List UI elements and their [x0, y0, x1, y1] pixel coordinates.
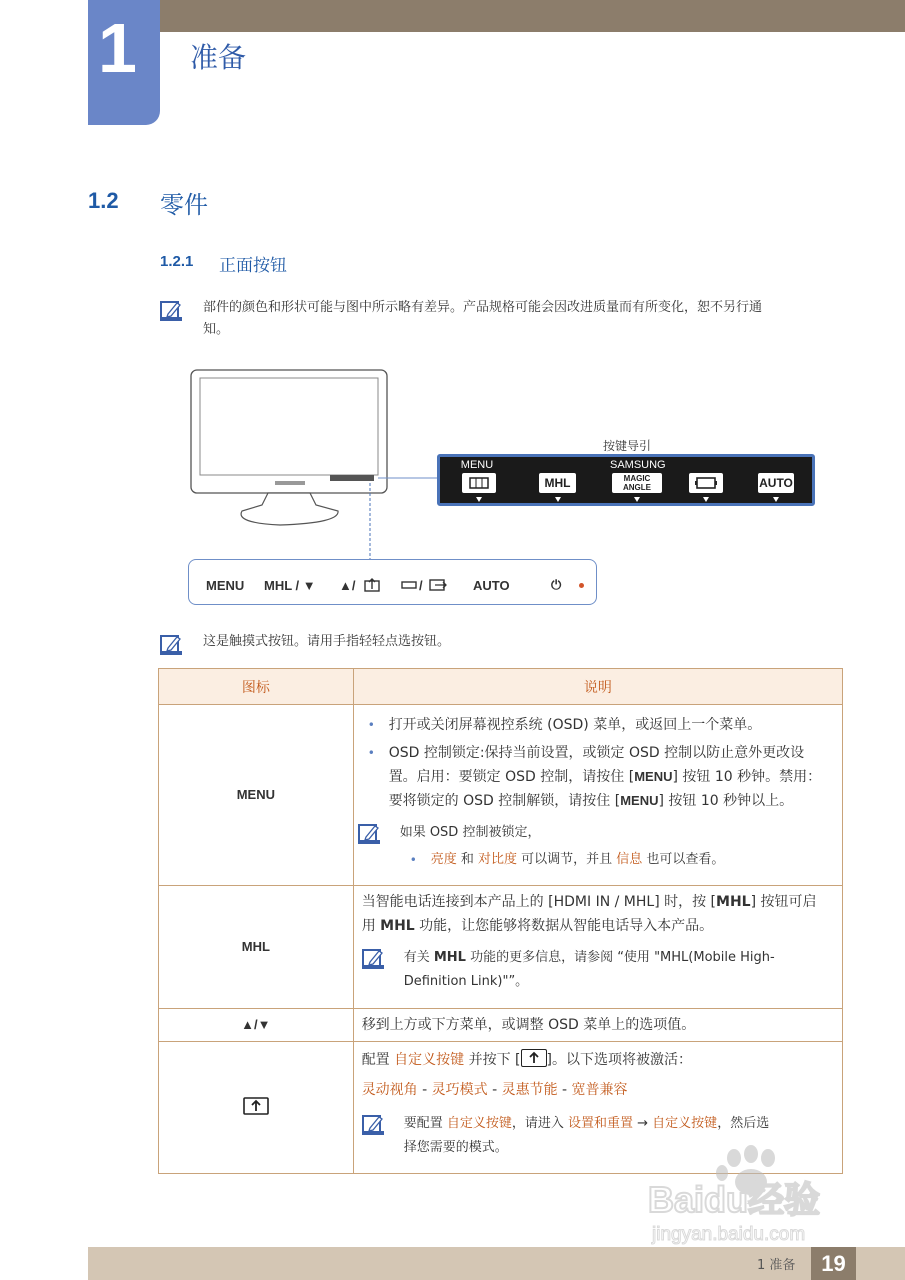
- note-icon: [160, 299, 182, 321]
- custom-note: 要配置 自定义按键，请进入 设置和重置 → 自定义按键，然后选 择您需要的模式。: [362, 1112, 832, 1160]
- table-header-row: [159, 669, 843, 705]
- table-row: [159, 886, 843, 1009]
- strip-auto: AUTO: [473, 578, 510, 593]
- guide-auto-arrow-icon: [773, 497, 779, 502]
- guide-samsung-label: SAMSUNG: [610, 459, 666, 471]
- table-row: [159, 1009, 843, 1042]
- desc-cell: 配置 自定义按键 并按下 [ ]。以下选项将被激活： 灵动视角 - 灵巧模式 - 灵惠节能 - 宽普兼容 要配置 自定义按键，请进入 设置和重置 → 自定义按键，然后选 择您需要的模式。: [353, 1042, 842, 1174]
- strip-mhl: MHL / ▼: [264, 578, 316, 593]
- guide-source-arrow-icon: [703, 497, 709, 502]
- svg-text:Baidu经验: Baidu经验: [648, 1179, 821, 1220]
- desc-cell: 当智能电话连接到本产品上的 [HDMI IN / MHL] 时，按 [MHL] 按钮可启 用 MHL 功能，让您能够将数据从智能电话导入本产品。 有关 MHL 功能的更多信息，请参阅 “使用 "MHL(Mobile High- Definition Link)"”。: [353, 886, 842, 1009]
- section-title: 零件: [160, 191, 208, 219]
- header-desc: 说明: [353, 669, 842, 705]
- chapter-title: 准备: [190, 41, 247, 74]
- footer-chapter: 1 准备: [757, 1258, 796, 1273]
- mhl-key-label: MHL: [241, 939, 270, 954]
- strip-source-icon: [401, 580, 417, 590]
- enter-key-icon: [521, 1049, 547, 1067]
- guide-magic-angle-button: MAGIC ANGLE: [612, 473, 662, 493]
- icon-cell: [159, 1009, 354, 1042]
- enter-key-icon: [243, 1097, 269, 1115]
- note-icon: [358, 822, 380, 844]
- button-table: [158, 668, 843, 1174]
- updown-key-label: ▲/▼: [241, 1017, 271, 1032]
- guide-menu-label: MENU: [460, 459, 494, 471]
- menu-key-label: MENU: [236, 787, 275, 802]
- menu-bullet-1: • 打开或关闭屏幕视控系统 (OSD) 菜单，或返回上一个菜单。: [362, 713, 832, 737]
- guide-mhl-arrow-icon: [555, 497, 561, 502]
- baidu-watermark-logo: [648, 1140, 858, 1250]
- svg-text:jingyan.baidu.com: jingyan.baidu.com: [652, 1224, 806, 1245]
- strip-source-sep: /: [419, 578, 423, 593]
- button-guide-panel: [437, 454, 815, 506]
- subsection-title: 正面按钮: [219, 256, 287, 276]
- header-bar: [158, 0, 905, 32]
- strip-menu: MENU: [206, 578, 245, 593]
- guide-auto-button: AUTO: [758, 473, 794, 493]
- subsection-number: 1.2.1: [160, 253, 194, 270]
- power-led-icon: [579, 583, 584, 588]
- note-icon: [362, 947, 384, 969]
- section-number: 1.2: [88, 188, 119, 213]
- menu-note: 如果 OSD 控制被锁定， • 亮度 和 对比度 可以调节，并且 信息 也可以查看。: [362, 821, 832, 872]
- guide-magic-arrow-icon: [634, 497, 640, 502]
- icon-cell: [159, 886, 354, 1009]
- guide-source-button: [689, 473, 723, 493]
- page-number: 19: [811, 1247, 856, 1280]
- icon-cell: [159, 1042, 354, 1174]
- desc-cell: 移到上方或下方菜单，或调整 OSD 菜单上的选项值。: [353, 1009, 842, 1042]
- menu-bullet-2: • OSD 控制锁定:保持当前设置，或锁定 OSD 控制以防止意外更改设 置。启用：要锁定 OSD 控制，请按住 [MENU] 按钮 10 秒钟。禁用： 要将锁定的 OSD 控制解锁，请按住 [MENU] 按钮 10 秒钟以上。: [362, 741, 832, 813]
- header-icon: 图标: [159, 669, 354, 705]
- button-guide-title: 按键导引: [603, 439, 652, 453]
- note-icon: [160, 633, 182, 655]
- guide-menu-arrow-icon: [476, 497, 482, 502]
- front-button-strip: [188, 559, 597, 605]
- strip-up: ▲/: [339, 578, 356, 593]
- icon-cell: [159, 705, 354, 886]
- power-icon: ⏻: [551, 577, 562, 592]
- desc-cell: [353, 705, 842, 886]
- table-row: [159, 705, 843, 886]
- mhl-note: 有关 MHL 功能的更多信息，请参阅 “使用 "MHL(Mobile High- Definition Link)"”。: [362, 946, 832, 994]
- note-text-parts: 部件的颜色和形状可能与图中所示略有差异。产品规格可能会因改进质量而有所变化，恕不另行通 知。: [203, 300, 763, 337]
- chapter-number: 1: [98, 9, 137, 87]
- strip-enter-icon: [364, 578, 380, 592]
- strip-input-icon: [429, 579, 447, 591]
- note-icon: [362, 1113, 384, 1135]
- guide-menu-button: [462, 473, 496, 493]
- touch-note: 这是触摸式按钮。请用手指轻轻点选按钮。: [203, 634, 451, 649]
- guide-mhl-button: MHL: [539, 473, 576, 493]
